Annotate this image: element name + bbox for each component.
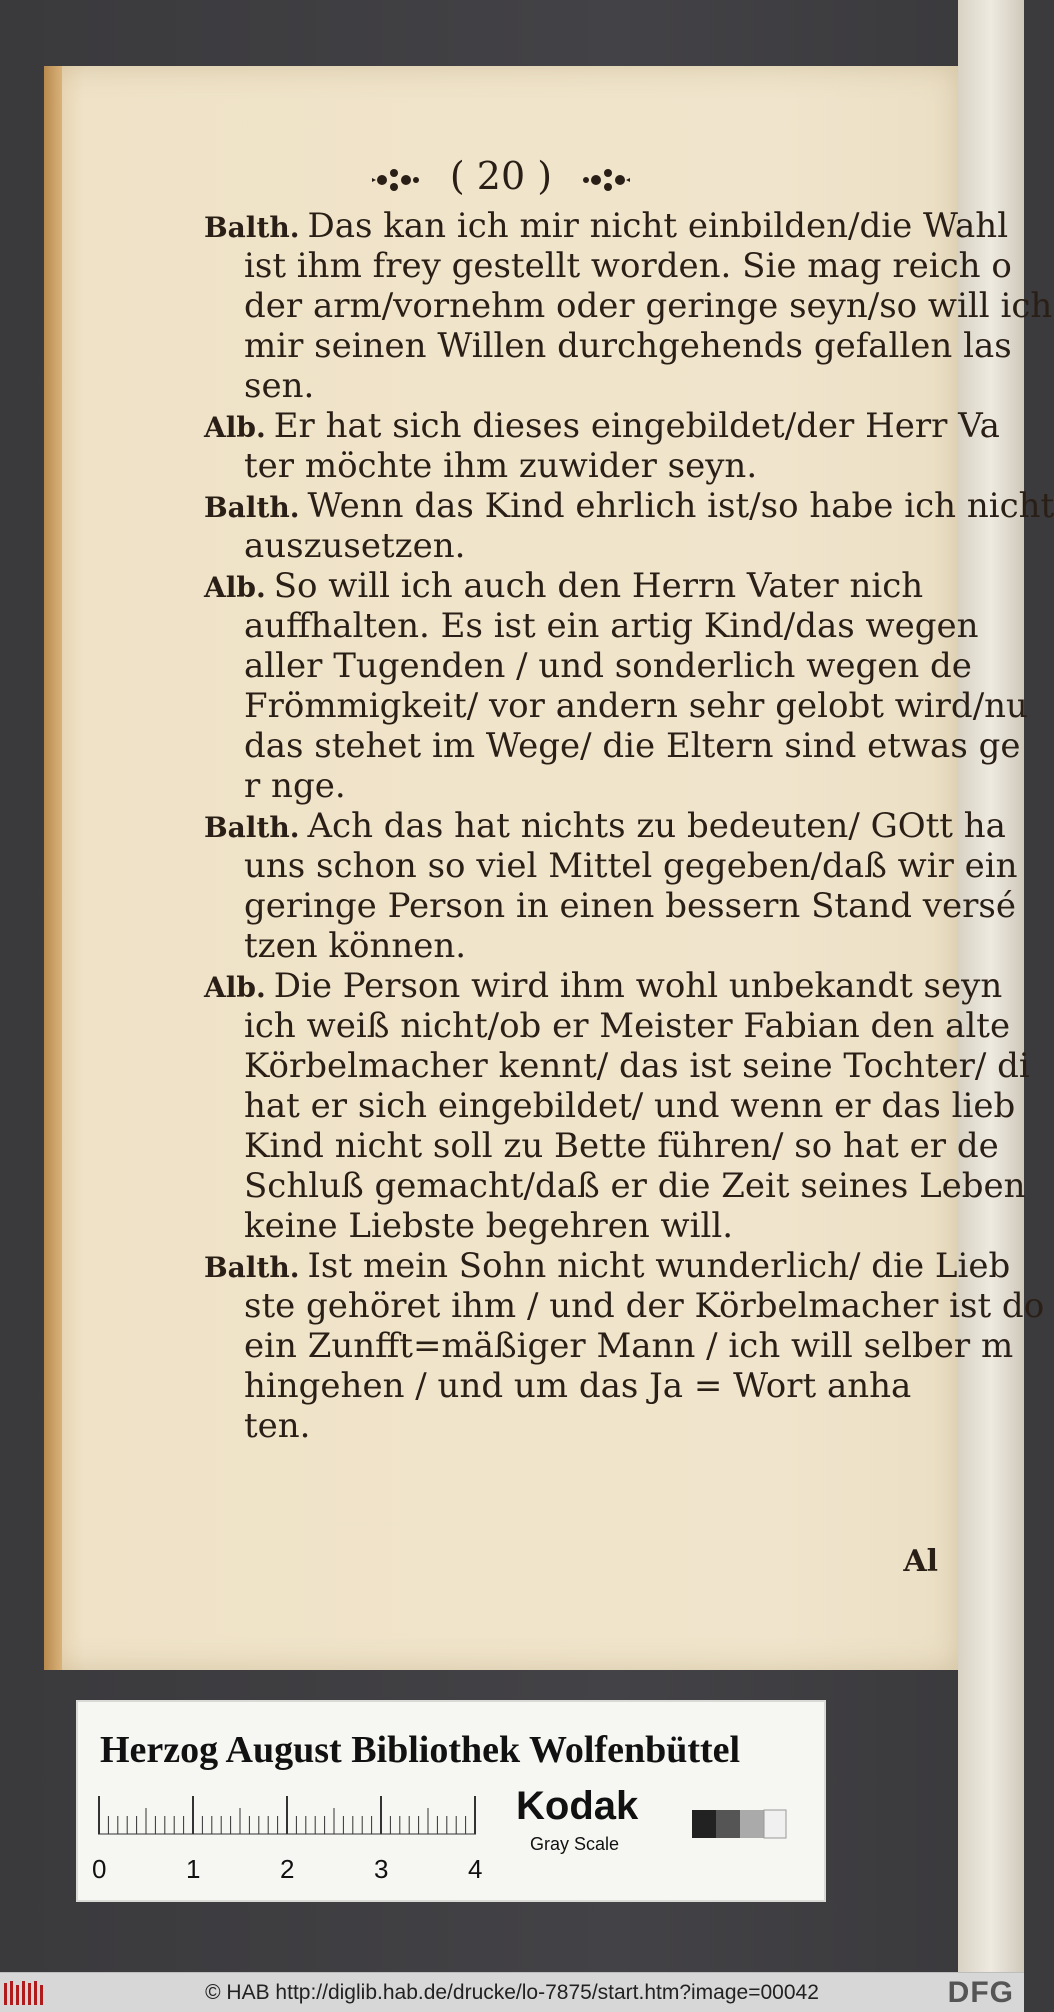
speaker-label: Alb. [204, 971, 266, 1004]
line-text: Körbelmacher kennt/ das ist seine Tochter/ di [244, 1046, 1030, 1086]
text-line [204, 286, 1053, 326]
ruler-number: 3 [374, 1854, 389, 1884]
text-line [204, 966, 1003, 1006]
speaker-label: Alb. [204, 411, 266, 444]
line-text: der arm/vornehm oder geringe seyn/so will ich [244, 286, 1053, 326]
ruler-number: 4 [468, 1854, 483, 1884]
ruler-number: 1 [186, 1854, 201, 1884]
text-line [204, 846, 1018, 886]
text-line [204, 366, 964, 406]
speech [204, 206, 1053, 406]
page-edge [44, 66, 62, 1670]
speaker-label: Alb. [204, 571, 266, 604]
speech [204, 406, 1000, 486]
library-name: Herzog August Bibliothek Wolfenbüttel [100, 1729, 741, 1771]
ruler-labels [78, 1854, 558, 1890]
catchword: Al [903, 1544, 938, 1579]
text-line [204, 606, 979, 646]
text-line [204, 726, 1021, 766]
copyright-url[interactable]: © HAB http://diglib.hab.de/drucke/lo-7875/start.htm?image=00042 [205, 1981, 819, 2004]
text-line [204, 646, 972, 686]
text-line [204, 406, 1000, 446]
speech [204, 566, 1028, 806]
ruler-number: 0 [92, 1854, 107, 1884]
line-text: ste gehöret ihm / und der Körbelmacher ist do [244, 1286, 1045, 1326]
line-text: mir seinen Willen durchgehends gefallen las [244, 326, 1012, 366]
text-line [204, 806, 1006, 846]
text-line [204, 526, 964, 566]
color-calibration-card [78, 1702, 824, 1900]
line-text: hingehen / und um das Ja = Wort anha [244, 1366, 912, 1406]
line-text: Ach das hat nichts zu bedeuten/ GOtt ha [307, 806, 1006, 846]
text-line [204, 1206, 964, 1246]
line-text: sen. [244, 366, 315, 406]
line-text: aller Tugenden / und sonderlich wegen de [244, 646, 972, 686]
text-block [204, 206, 1054, 1446]
speaker-label: Balth. [204, 211, 300, 244]
text-line [204, 486, 1054, 526]
line-text: r nge. [244, 766, 346, 806]
text-line [204, 1286, 1045, 1326]
gray-scale-patches [692, 1808, 788, 1840]
speaker-label: Balth. [204, 491, 300, 524]
line-text: Kind nicht soll zu Bette führen/ so hat er de [244, 1126, 999, 1166]
line-text: Das kan ich mir nicht einbilden/die Wahl [307, 206, 1009, 246]
line-text: Schluß gemacht/daß er die Zeit seines Leben [244, 1166, 1026, 1206]
text-line [204, 1406, 964, 1446]
line-text: Ist mein Sohn nicht wunderlich/ die Lieb [307, 1246, 1011, 1286]
kodak-logo: Kodak [516, 1784, 639, 1828]
line-text: Die Person wird ihm wohl unbekandt seyn [273, 966, 1003, 1006]
line-text: ein Zunfft=mäßiger Mann / ich will selber m [244, 1326, 1014, 1366]
line-text: tzen können. [244, 926, 467, 966]
text-line [204, 246, 1012, 286]
line-text: uns schon so viel Mittel gegeben/daß wir ein [244, 846, 1018, 886]
text-line [204, 1366, 964, 1406]
line-text: ter möchte ihm zuwider seyn. [244, 446, 758, 486]
line-text: ich weiß nicht/ob er Meister Fabian den alte [244, 1006, 1011, 1046]
page-number: ( 20 ) [449, 154, 553, 198]
text-line [204, 926, 964, 966]
text-line [204, 886, 1016, 926]
text-line [204, 446, 964, 486]
speech [204, 1246, 1045, 1446]
line-text: geringe Person in einen bessern Stand versé [244, 886, 1016, 926]
speech [204, 806, 1018, 966]
text-line [204, 1246, 1011, 1286]
line-text: auffhalten. Es ist ein artig Kind/das wegen [244, 606, 979, 646]
speech [204, 486, 1054, 566]
line-text: Frömmigkeit/ vor andern sehr gelobt wird/nu [244, 686, 1028, 726]
page-header [44, 154, 958, 198]
ruler-scale [98, 1794, 538, 1854]
text-line [204, 1126, 999, 1166]
line-text: So will ich auch den Herrn Vater nich [273, 566, 924, 606]
line-text: Er hat sich dieses eingebildet/der Herr Va [273, 406, 1000, 446]
speaker-label: Balth. [204, 811, 300, 844]
line-text: ist ihm frey gestellt worden. Sie mag reich o [244, 246, 1012, 286]
line-text: Wenn das Kind ehrlich ist/so habe ich nicht [307, 486, 1054, 526]
right-ornament-icon [578, 164, 630, 196]
line-text: keine Liebste begehren will. [244, 1206, 734, 1246]
text-line [204, 326, 1012, 366]
line-text: auszusetzen. [244, 526, 466, 566]
line-text: ten. [244, 1406, 311, 1446]
dfg-logo: DFG [947, 1976, 1014, 2009]
text-line [204, 1166, 1026, 1206]
text-line [204, 766, 964, 806]
speech [204, 966, 1030, 1246]
book-page [44, 66, 1054, 1670]
speaker-label: Balth. [204, 1251, 300, 1284]
left-ornament-icon [372, 164, 424, 196]
footer-bar [0, 1972, 1024, 2012]
text-line [204, 1046, 1030, 1086]
line-text: das stehet im Wege/ die Eltern sind etwas ge [244, 726, 1021, 766]
text-line [204, 566, 964, 606]
gray-scale-label: Gray Scale [530, 1834, 620, 1854]
text-line [204, 1086, 1016, 1126]
ruler-number: 2 [280, 1854, 295, 1884]
text-line [204, 1006, 1011, 1046]
line-text: hat er sich eingebildet/ und wenn er das lieb [244, 1086, 1016, 1126]
text-line [204, 206, 1009, 246]
text-line [204, 1326, 1014, 1366]
text-line [204, 686, 1028, 726]
